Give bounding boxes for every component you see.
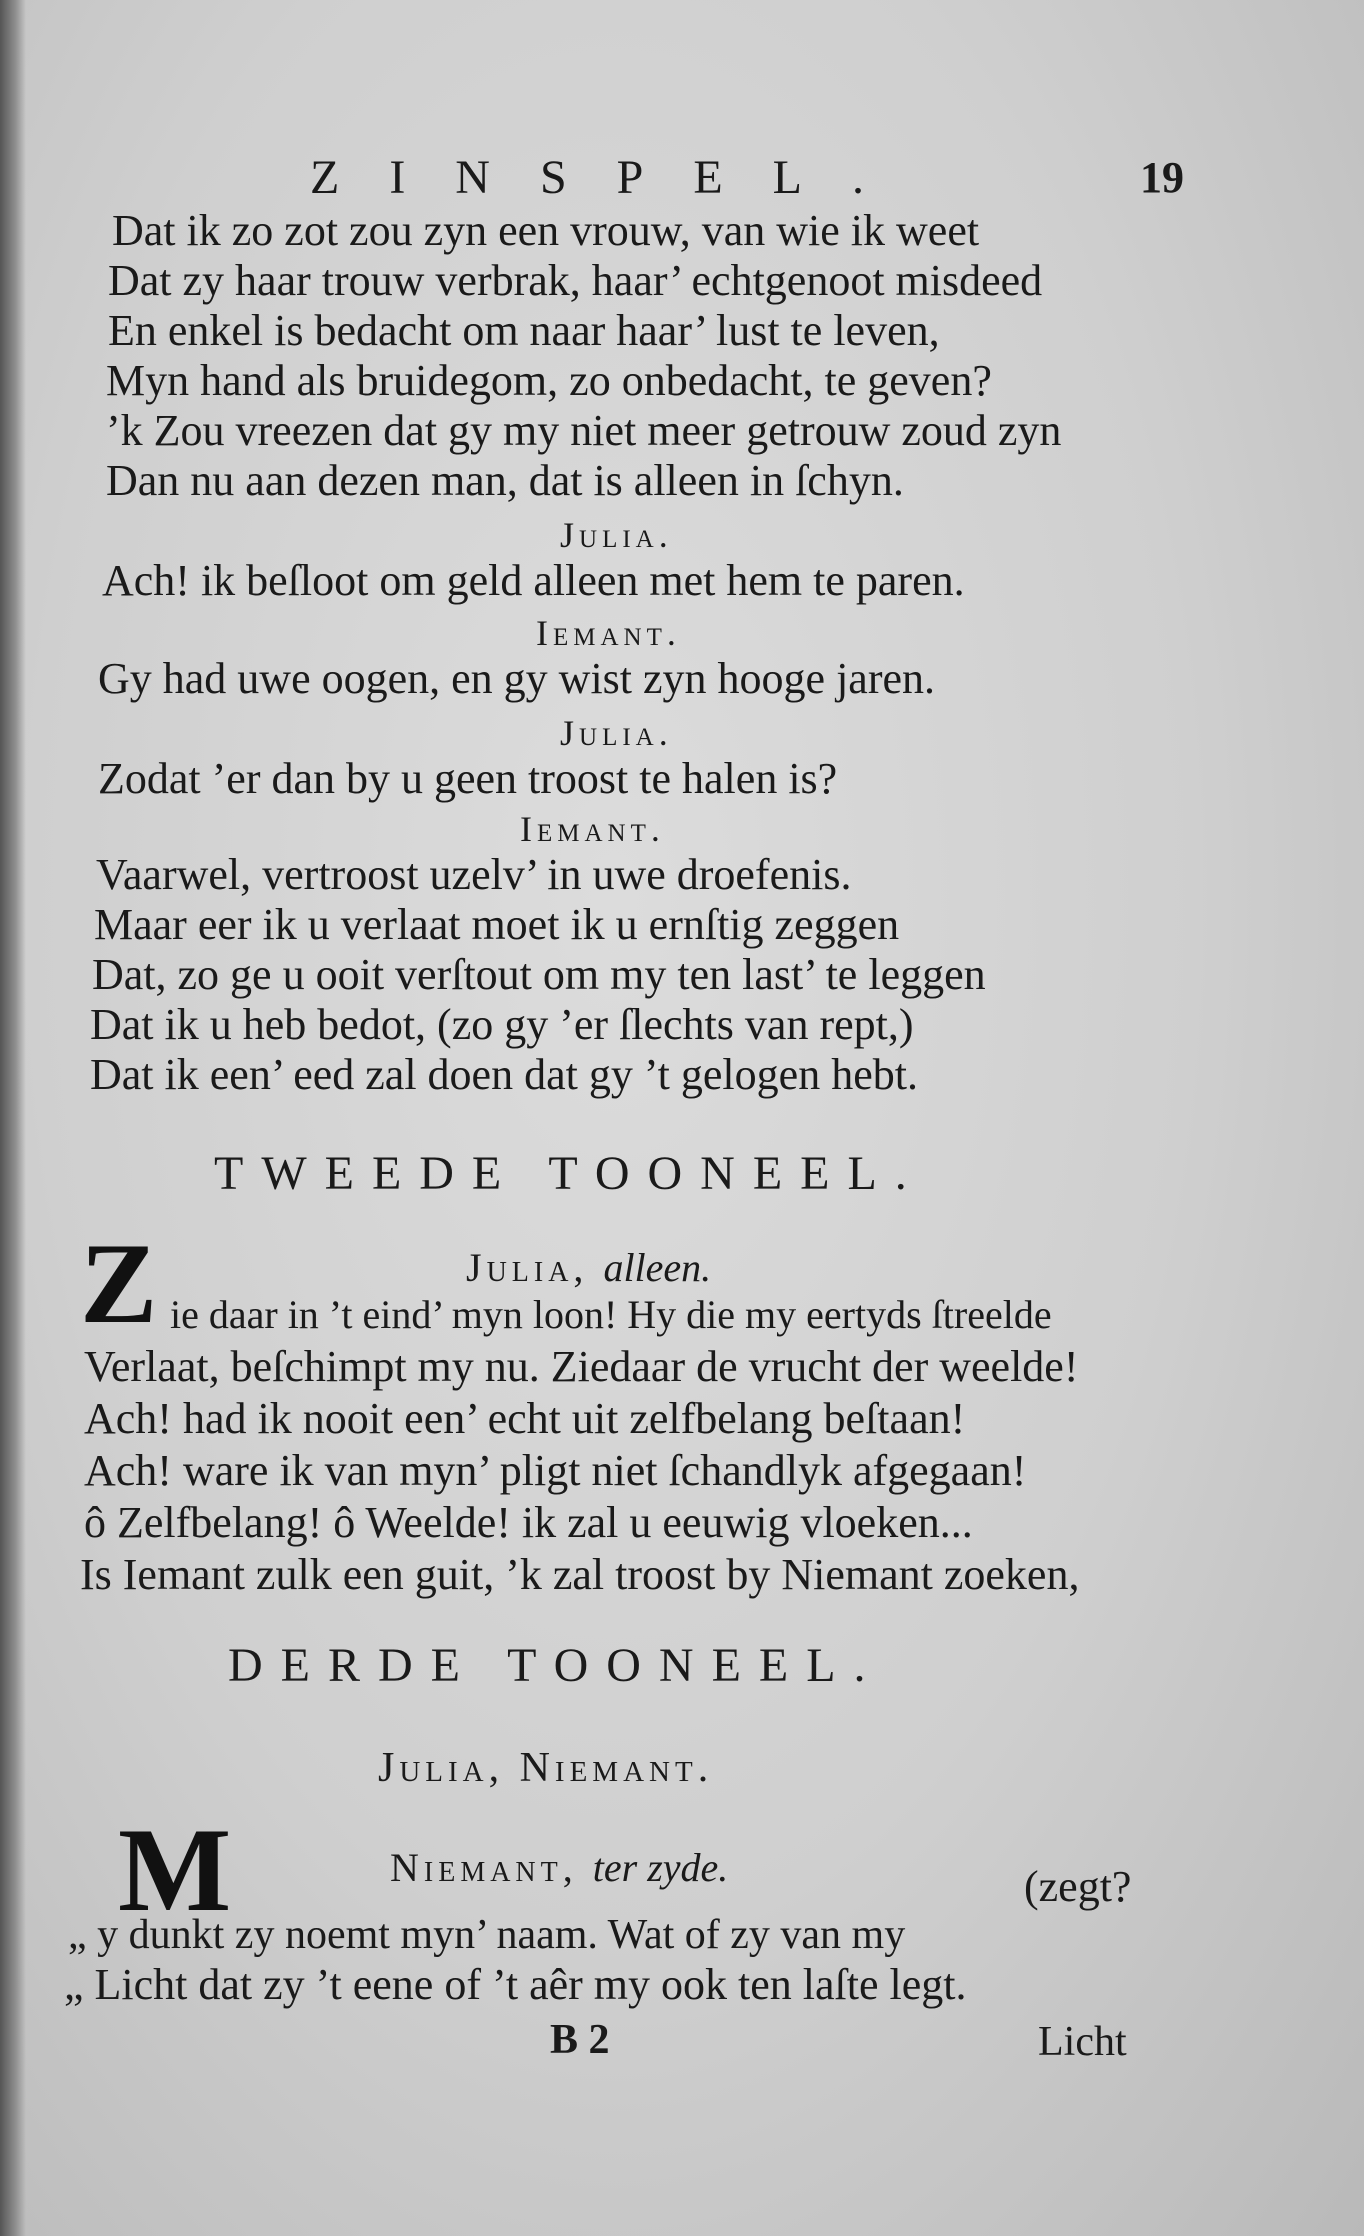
page-number: 19: [1140, 153, 1184, 202]
verse-line: Dat ik u heb bedot, (zo gy ’er ſlechts van rept,): [90, 1000, 914, 1049]
running-head: ZINSPEL.: [310, 151, 914, 204]
stage-direction: alleen.: [603, 1245, 712, 1290]
verse-line: ’k Zou vreezen dat gy my niet meer getrouw zoud zyn: [106, 406, 1062, 455]
speaker-name: Julia,: [466, 1245, 589, 1290]
verse-line: En enkel is bedacht om naar haar’ lust te leven,: [108, 306, 940, 355]
scene-title-derde: DERDE TOONEEL.: [228, 1639, 884, 1692]
verse-line: Dat ik een’ eed zal doen dat gy ’t gelogen hebt.: [90, 1050, 918, 1099]
catchword: Licht: [1038, 2019, 1127, 2065]
verse-line: Dat zy haar trouw verbrak, haar’ echtgenoot misdeed: [108, 256, 1043, 305]
drop-cap: M: [118, 1803, 232, 1936]
verse-line: Dan nu aan dezen man, dat is alleen in ſchyn.: [106, 456, 904, 505]
speaker-iemant: Iemant.: [520, 809, 665, 849]
verse-line: Vaarwel, vertroost uzelv’ in uwe droefenis.: [96, 850, 852, 899]
verse-line: Verlaat, beſchimpt my nu. Ziedaar de vrucht der weelde!: [84, 1342, 1079, 1391]
verse-line: Maar eer ik u verlaat moet ik u ernſtig zeggen: [94, 900, 900, 949]
verse-line: Gy had uwe oogen, en gy wist zyn hooge jaren.: [98, 654, 936, 703]
verse-line: ô Zelfbelang! ô Weelde! ik zal u eeuwig vloeken...: [84, 1498, 973, 1547]
signature-mark: B 2: [550, 2017, 610, 2063]
verse-line: Dat ik zo zot zou zyn een vrouw, van wie ik weet: [112, 206, 980, 255]
speaker-niemant: [390, 1844, 728, 1891]
verse-line: „ y dunkt zy noemt myn’ naam. Wat of zy van my: [68, 1912, 906, 1958]
verse-line: Ach! had ik nooit een’ echt uit zelfbelang beſtaan!: [84, 1394, 966, 1443]
stage-direction: ter zyde.: [592, 1845, 729, 1890]
aside-tail: (zegt?: [1024, 1862, 1132, 1911]
verse-line: Myn hand als bruidegom, zo onbedacht, te geven?: [106, 356, 992, 405]
verse-line: Is Iemant zulk een guit, ’k zal troost by Niemant zoeken,: [80, 1550, 1080, 1599]
verse-line: ie daar in ’t eind’ myn loon! Hy die my eertyds ſtreelde: [170, 1292, 1052, 1337]
speaker-julia: Julia.: [560, 713, 673, 753]
scene-characters: Julia, Niemant.: [378, 1745, 714, 1791]
scene-title-tweede: TWEEDE TOONEEL.: [214, 1147, 925, 1200]
speaker-iemant: Iemant.: [536, 613, 681, 653]
speaker-julia: Julia.: [560, 515, 673, 555]
drop-cap: Z: [80, 1220, 158, 1348]
verse-line: Ach! ik beſloot om geld alleen met hem te paren.: [102, 556, 965, 605]
speaker-name: Niemant,: [390, 1845, 578, 1890]
verse-line: Dat, zo ge u ooit verſtout om my ten last’ te leggen: [92, 950, 986, 999]
verse-line: Ach! ware ik van myn’ pligt niet ſchandlyk afgegaan!: [84, 1446, 1027, 1495]
verse-line: „ Licht dat zy ’t eene of ’t aêr my ook ten laſte legt.: [64, 1960, 967, 2009]
speaker-julia-alone: [466, 1244, 711, 1291]
verse-line: Zodat ’er dan by u geen troost te halen is?: [98, 754, 838, 803]
